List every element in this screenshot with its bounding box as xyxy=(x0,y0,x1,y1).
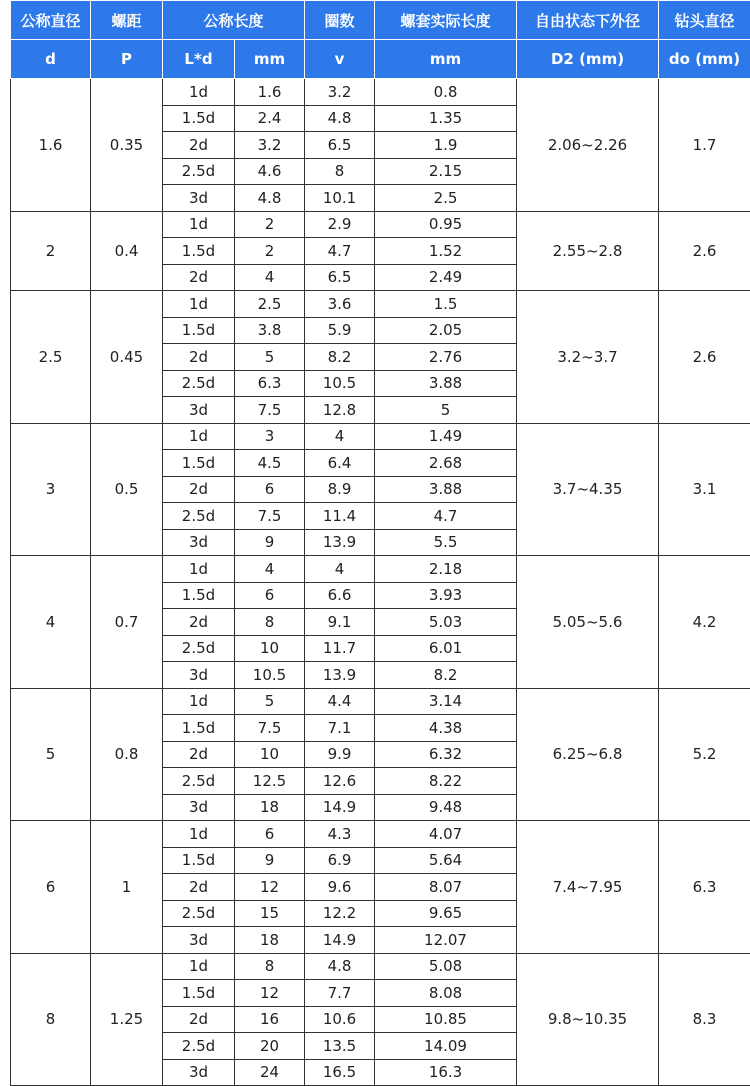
cell-actual-length: 1.52 xyxy=(375,238,517,265)
cell-length-mm: 2.5 xyxy=(235,291,305,318)
header-unit-mm: mm xyxy=(235,40,305,79)
cell-coils: 4 xyxy=(305,423,375,450)
cell-drill-diameter: 2.6 xyxy=(659,211,750,291)
cell-length-factor: 1.5d xyxy=(163,105,235,132)
cell-length-factor: 2d xyxy=(163,476,235,503)
cell-coils: 8.9 xyxy=(305,476,375,503)
cell-coils: 6.4 xyxy=(305,450,375,477)
header-row-units xyxy=(11,40,750,79)
cell-free-outer-diameter: 3.2~3.7 xyxy=(517,291,659,424)
cell-actual-length: 2.18 xyxy=(375,556,517,583)
header-pitch: 螺距 xyxy=(91,1,163,40)
cell-actual-length: 3.14 xyxy=(375,688,517,715)
cell-coils: 4.3 xyxy=(305,821,375,848)
cell-drill-diameter: 1.7 xyxy=(659,79,750,212)
cell-free-outer-diameter: 6.25~6.8 xyxy=(517,688,659,821)
cell-coils: 9.6 xyxy=(305,874,375,901)
cell-free-outer-diameter: 9.8~10.35 xyxy=(517,953,659,1086)
cell-actual-length: 1.49 xyxy=(375,423,517,450)
cell-length-factor: 2.5d xyxy=(163,1033,235,1060)
cell-coils: 13.5 xyxy=(305,1033,375,1060)
cell-actual-length: 16.3 xyxy=(375,1059,517,1086)
header-unit-do: do (mm) xyxy=(659,40,750,79)
cell-length-factor: 2d xyxy=(163,1006,235,1033)
cell-coils: 4.7 xyxy=(305,238,375,265)
cell-nominal-diameter: 6 xyxy=(11,821,91,954)
cell-length-mm: 3.8 xyxy=(235,317,305,344)
cell-length-factor: 2d xyxy=(163,344,235,371)
table-row xyxy=(11,953,750,980)
table-header xyxy=(11,1,750,79)
cell-length-factor: 3d xyxy=(163,927,235,954)
cell-length-factor: 1.5d xyxy=(163,980,235,1007)
cell-free-outer-diameter: 2.55~2.8 xyxy=(517,211,659,291)
cell-length-factor: 2d xyxy=(163,264,235,291)
cell-length-factor: 1.5d xyxy=(163,582,235,609)
cell-actual-length: 10.85 xyxy=(375,1006,517,1033)
header-nominal-diameter: 公称直径 xyxy=(11,1,91,40)
cell-coils: 9.9 xyxy=(305,741,375,768)
cell-pitch: 0.7 xyxy=(91,556,163,689)
cell-coils: 14.9 xyxy=(305,794,375,821)
cell-length-factor: 1d xyxy=(163,423,235,450)
header-drill-diameter: 钻头直径 xyxy=(659,1,750,40)
cell-length-mm: 24 xyxy=(235,1059,305,1086)
header-unit-d: d xyxy=(11,40,91,79)
cell-drill-diameter: 3.1 xyxy=(659,423,750,556)
cell-coils: 16.5 xyxy=(305,1059,375,1086)
cell-length-mm: 12.5 xyxy=(235,768,305,795)
cell-length-mm: 3 xyxy=(235,423,305,450)
cell-length-mm: 4.8 xyxy=(235,185,305,212)
table-row xyxy=(11,556,750,583)
cell-coils: 9.1 xyxy=(305,609,375,636)
cell-actual-length: 3.93 xyxy=(375,582,517,609)
cell-length-factor: 2d xyxy=(163,874,235,901)
cell-length-mm: 7.5 xyxy=(235,397,305,424)
cell-actual-length: 5 xyxy=(375,397,517,424)
cell-length-mm: 4.5 xyxy=(235,450,305,477)
cell-coils: 2.9 xyxy=(305,211,375,238)
cell-length-factor: 2.5d xyxy=(163,768,235,795)
cell-length-mm: 7.5 xyxy=(235,503,305,530)
cell-coils: 12.6 xyxy=(305,768,375,795)
cell-free-outer-diameter: 2.06~2.26 xyxy=(517,79,659,212)
cell-length-factor: 1d xyxy=(163,79,235,106)
cell-nominal-diameter: 4 xyxy=(11,556,91,689)
cell-actual-length: 5.08 xyxy=(375,953,517,980)
header-coils: 圈数 xyxy=(305,1,375,40)
cell-length-mm: 18 xyxy=(235,927,305,954)
cell-length-factor: 1d xyxy=(163,211,235,238)
cell-drill-diameter: 6.3 xyxy=(659,821,750,954)
cell-coils: 4.8 xyxy=(305,105,375,132)
cell-length-mm: 6 xyxy=(235,821,305,848)
cell-length-factor: 1.5d xyxy=(163,715,235,742)
cell-actual-length: 9.48 xyxy=(375,794,517,821)
cell-length-factor: 1.5d xyxy=(163,450,235,477)
header-nominal-length: 公称长度 xyxy=(163,1,305,40)
cell-free-outer-diameter: 3.7~4.35 xyxy=(517,423,659,556)
cell-drill-diameter: 5.2 xyxy=(659,688,750,821)
cell-actual-length: 8.2 xyxy=(375,662,517,689)
cell-actual-length: 4.07 xyxy=(375,821,517,848)
cell-nominal-diameter: 2 xyxy=(11,211,91,291)
cell-actual-length: 2.68 xyxy=(375,450,517,477)
cell-actual-length: 5.64 xyxy=(375,847,517,874)
cell-pitch: 0.8 xyxy=(91,688,163,821)
cell-drill-diameter: 8.3 xyxy=(659,953,750,1086)
header-unit-d2: D2 (mm) xyxy=(517,40,659,79)
cell-pitch: 1.25 xyxy=(91,953,163,1086)
cell-length-mm: 3.2 xyxy=(235,132,305,159)
cell-actual-length: 5.5 xyxy=(375,529,517,556)
header-row-titles xyxy=(11,1,750,40)
cell-length-factor: 3d xyxy=(163,397,235,424)
header-unit-v: v xyxy=(305,40,375,79)
cell-coils: 4.4 xyxy=(305,688,375,715)
table-row xyxy=(11,291,750,318)
cell-actual-length: 2.5 xyxy=(375,185,517,212)
cell-length-mm: 5 xyxy=(235,688,305,715)
cell-length-factor: 2d xyxy=(163,609,235,636)
cell-nominal-diameter: 3 xyxy=(11,423,91,556)
cell-actual-length: 5.03 xyxy=(375,609,517,636)
cell-length-factor: 1.5d xyxy=(163,238,235,265)
cell-length-factor: 2.5d xyxy=(163,158,235,185)
cell-actual-length: 9.65 xyxy=(375,900,517,927)
cell-length-mm: 1.6 xyxy=(235,79,305,106)
cell-length-mm: 10.5 xyxy=(235,662,305,689)
cell-free-outer-diameter: 5.05~5.6 xyxy=(517,556,659,689)
cell-coils: 6.6 xyxy=(305,582,375,609)
cell-coils: 5.9 xyxy=(305,317,375,344)
header-unit-p: P xyxy=(91,40,163,79)
cell-length-factor: 1.5d xyxy=(163,317,235,344)
cell-nominal-diameter: 8 xyxy=(11,953,91,1086)
cell-coils: 6.9 xyxy=(305,847,375,874)
table-row xyxy=(11,211,750,238)
cell-actual-length: 1.5 xyxy=(375,291,517,318)
cell-coils: 7.7 xyxy=(305,980,375,1007)
cell-coils: 6.5 xyxy=(305,264,375,291)
header-unit-ld: L*d xyxy=(163,40,235,79)
cell-length-mm: 6 xyxy=(235,476,305,503)
cell-coils: 8 xyxy=(305,158,375,185)
cell-nominal-diameter: 1.6 xyxy=(11,79,91,212)
cell-actual-length: 8.08 xyxy=(375,980,517,1007)
cell-length-factor: 3d xyxy=(163,529,235,556)
cell-actual-length: 2.05 xyxy=(375,317,517,344)
cell-length-mm: 4 xyxy=(235,556,305,583)
cell-length-mm: 18 xyxy=(235,794,305,821)
cell-length-mm: 4.6 xyxy=(235,158,305,185)
cell-nominal-diameter: 2.5 xyxy=(11,291,91,424)
cell-length-factor: 2d xyxy=(163,132,235,159)
cell-actual-length: 12.07 xyxy=(375,927,517,954)
cell-nominal-diameter: 5 xyxy=(11,688,91,821)
cell-coils: 6.5 xyxy=(305,132,375,159)
cell-actual-length: 8.22 xyxy=(375,768,517,795)
cell-drill-diameter: 4.2 xyxy=(659,556,750,689)
cell-coils: 11.7 xyxy=(305,635,375,662)
header-free-outer-diameter: 自由状态下外径 xyxy=(517,1,659,40)
cell-length-factor: 1d xyxy=(163,821,235,848)
cell-actual-length: 1.9 xyxy=(375,132,517,159)
cell-actual-length: 0.95 xyxy=(375,211,517,238)
cell-actual-length: 2.76 xyxy=(375,344,517,371)
cell-coils: 3.2 xyxy=(305,79,375,106)
cell-length-mm: 20 xyxy=(235,1033,305,1060)
cell-length-mm: 2.4 xyxy=(235,105,305,132)
cell-length-mm: 4 xyxy=(235,264,305,291)
cell-length-factor: 1d xyxy=(163,291,235,318)
cell-pitch: 0.5 xyxy=(91,423,163,556)
cell-length-mm: 6.3 xyxy=(235,370,305,397)
header-unit-mm-2: mm xyxy=(375,40,517,79)
cell-length-factor: 1d xyxy=(163,556,235,583)
cell-free-outer-diameter: 7.4~7.95 xyxy=(517,821,659,954)
cell-actual-length: 8.07 xyxy=(375,874,517,901)
spec-table xyxy=(10,0,750,1086)
cell-length-factor: 2.5d xyxy=(163,370,235,397)
cell-pitch: 0.35 xyxy=(91,79,163,212)
cell-pitch: 0.45 xyxy=(91,291,163,424)
cell-actual-length: 3.88 xyxy=(375,370,517,397)
cell-length-mm: 10 xyxy=(235,741,305,768)
table-row xyxy=(11,423,750,450)
table-row xyxy=(11,688,750,715)
cell-length-mm: 12 xyxy=(235,980,305,1007)
cell-length-factor: 2.5d xyxy=(163,900,235,927)
cell-coils: 10.5 xyxy=(305,370,375,397)
cell-length-mm: 8 xyxy=(235,609,305,636)
cell-length-factor: 2d xyxy=(163,741,235,768)
cell-actual-length: 2.49 xyxy=(375,264,517,291)
cell-actual-length: 1.35 xyxy=(375,105,517,132)
cell-actual-length: 6.32 xyxy=(375,741,517,768)
cell-actual-length: 4.7 xyxy=(375,503,517,530)
cell-coils: 4.8 xyxy=(305,953,375,980)
cell-actual-length: 2.15 xyxy=(375,158,517,185)
cell-length-factor: 1d xyxy=(163,688,235,715)
cell-coils: 7.1 xyxy=(305,715,375,742)
cell-coils: 10.1 xyxy=(305,185,375,212)
cell-actual-length: 3.88 xyxy=(375,476,517,503)
cell-length-factor: 2.5d xyxy=(163,503,235,530)
cell-length-factor: 3d xyxy=(163,794,235,821)
cell-coils: 12.8 xyxy=(305,397,375,424)
table-body xyxy=(11,79,750,1086)
cell-coils: 8.2 xyxy=(305,344,375,371)
cell-coils: 3.6 xyxy=(305,291,375,318)
cell-actual-length: 0.8 xyxy=(375,79,517,106)
cell-length-mm: 9 xyxy=(235,847,305,874)
cell-length-mm: 16 xyxy=(235,1006,305,1033)
cell-length-factor: 3d xyxy=(163,662,235,689)
cell-length-factor: 1.5d xyxy=(163,847,235,874)
cell-length-mm: 2 xyxy=(235,211,305,238)
cell-length-mm: 7.5 xyxy=(235,715,305,742)
cell-actual-length: 6.01 xyxy=(375,635,517,662)
cell-coils: 10.6 xyxy=(305,1006,375,1033)
cell-length-mm: 2 xyxy=(235,238,305,265)
cell-coils: 12.2 xyxy=(305,900,375,927)
cell-pitch: 1 xyxy=(91,821,163,954)
table-row xyxy=(11,79,750,106)
header-actual-length: 螺套实际长度 xyxy=(375,1,517,40)
cell-coils: 11.4 xyxy=(305,503,375,530)
cell-length-mm: 6 xyxy=(235,582,305,609)
cell-length-mm: 12 xyxy=(235,874,305,901)
cell-coils: 13.9 xyxy=(305,662,375,689)
cell-drill-diameter: 2.6 xyxy=(659,291,750,424)
cell-length-mm: 15 xyxy=(235,900,305,927)
cell-length-mm: 10 xyxy=(235,635,305,662)
cell-length-mm: 5 xyxy=(235,344,305,371)
cell-length-mm: 9 xyxy=(235,529,305,556)
cell-length-factor: 1d xyxy=(163,953,235,980)
cell-length-mm: 8 xyxy=(235,953,305,980)
cell-actual-length: 14.09 xyxy=(375,1033,517,1060)
cell-length-factor: 2.5d xyxy=(163,635,235,662)
cell-coils: 13.9 xyxy=(305,529,375,556)
cell-pitch: 0.4 xyxy=(91,211,163,291)
cell-length-factor: 3d xyxy=(163,1059,235,1086)
table-row xyxy=(11,821,750,848)
cell-actual-length: 4.38 xyxy=(375,715,517,742)
cell-length-factor: 3d xyxy=(163,185,235,212)
cell-coils: 4 xyxy=(305,556,375,583)
cell-coils: 14.9 xyxy=(305,927,375,954)
